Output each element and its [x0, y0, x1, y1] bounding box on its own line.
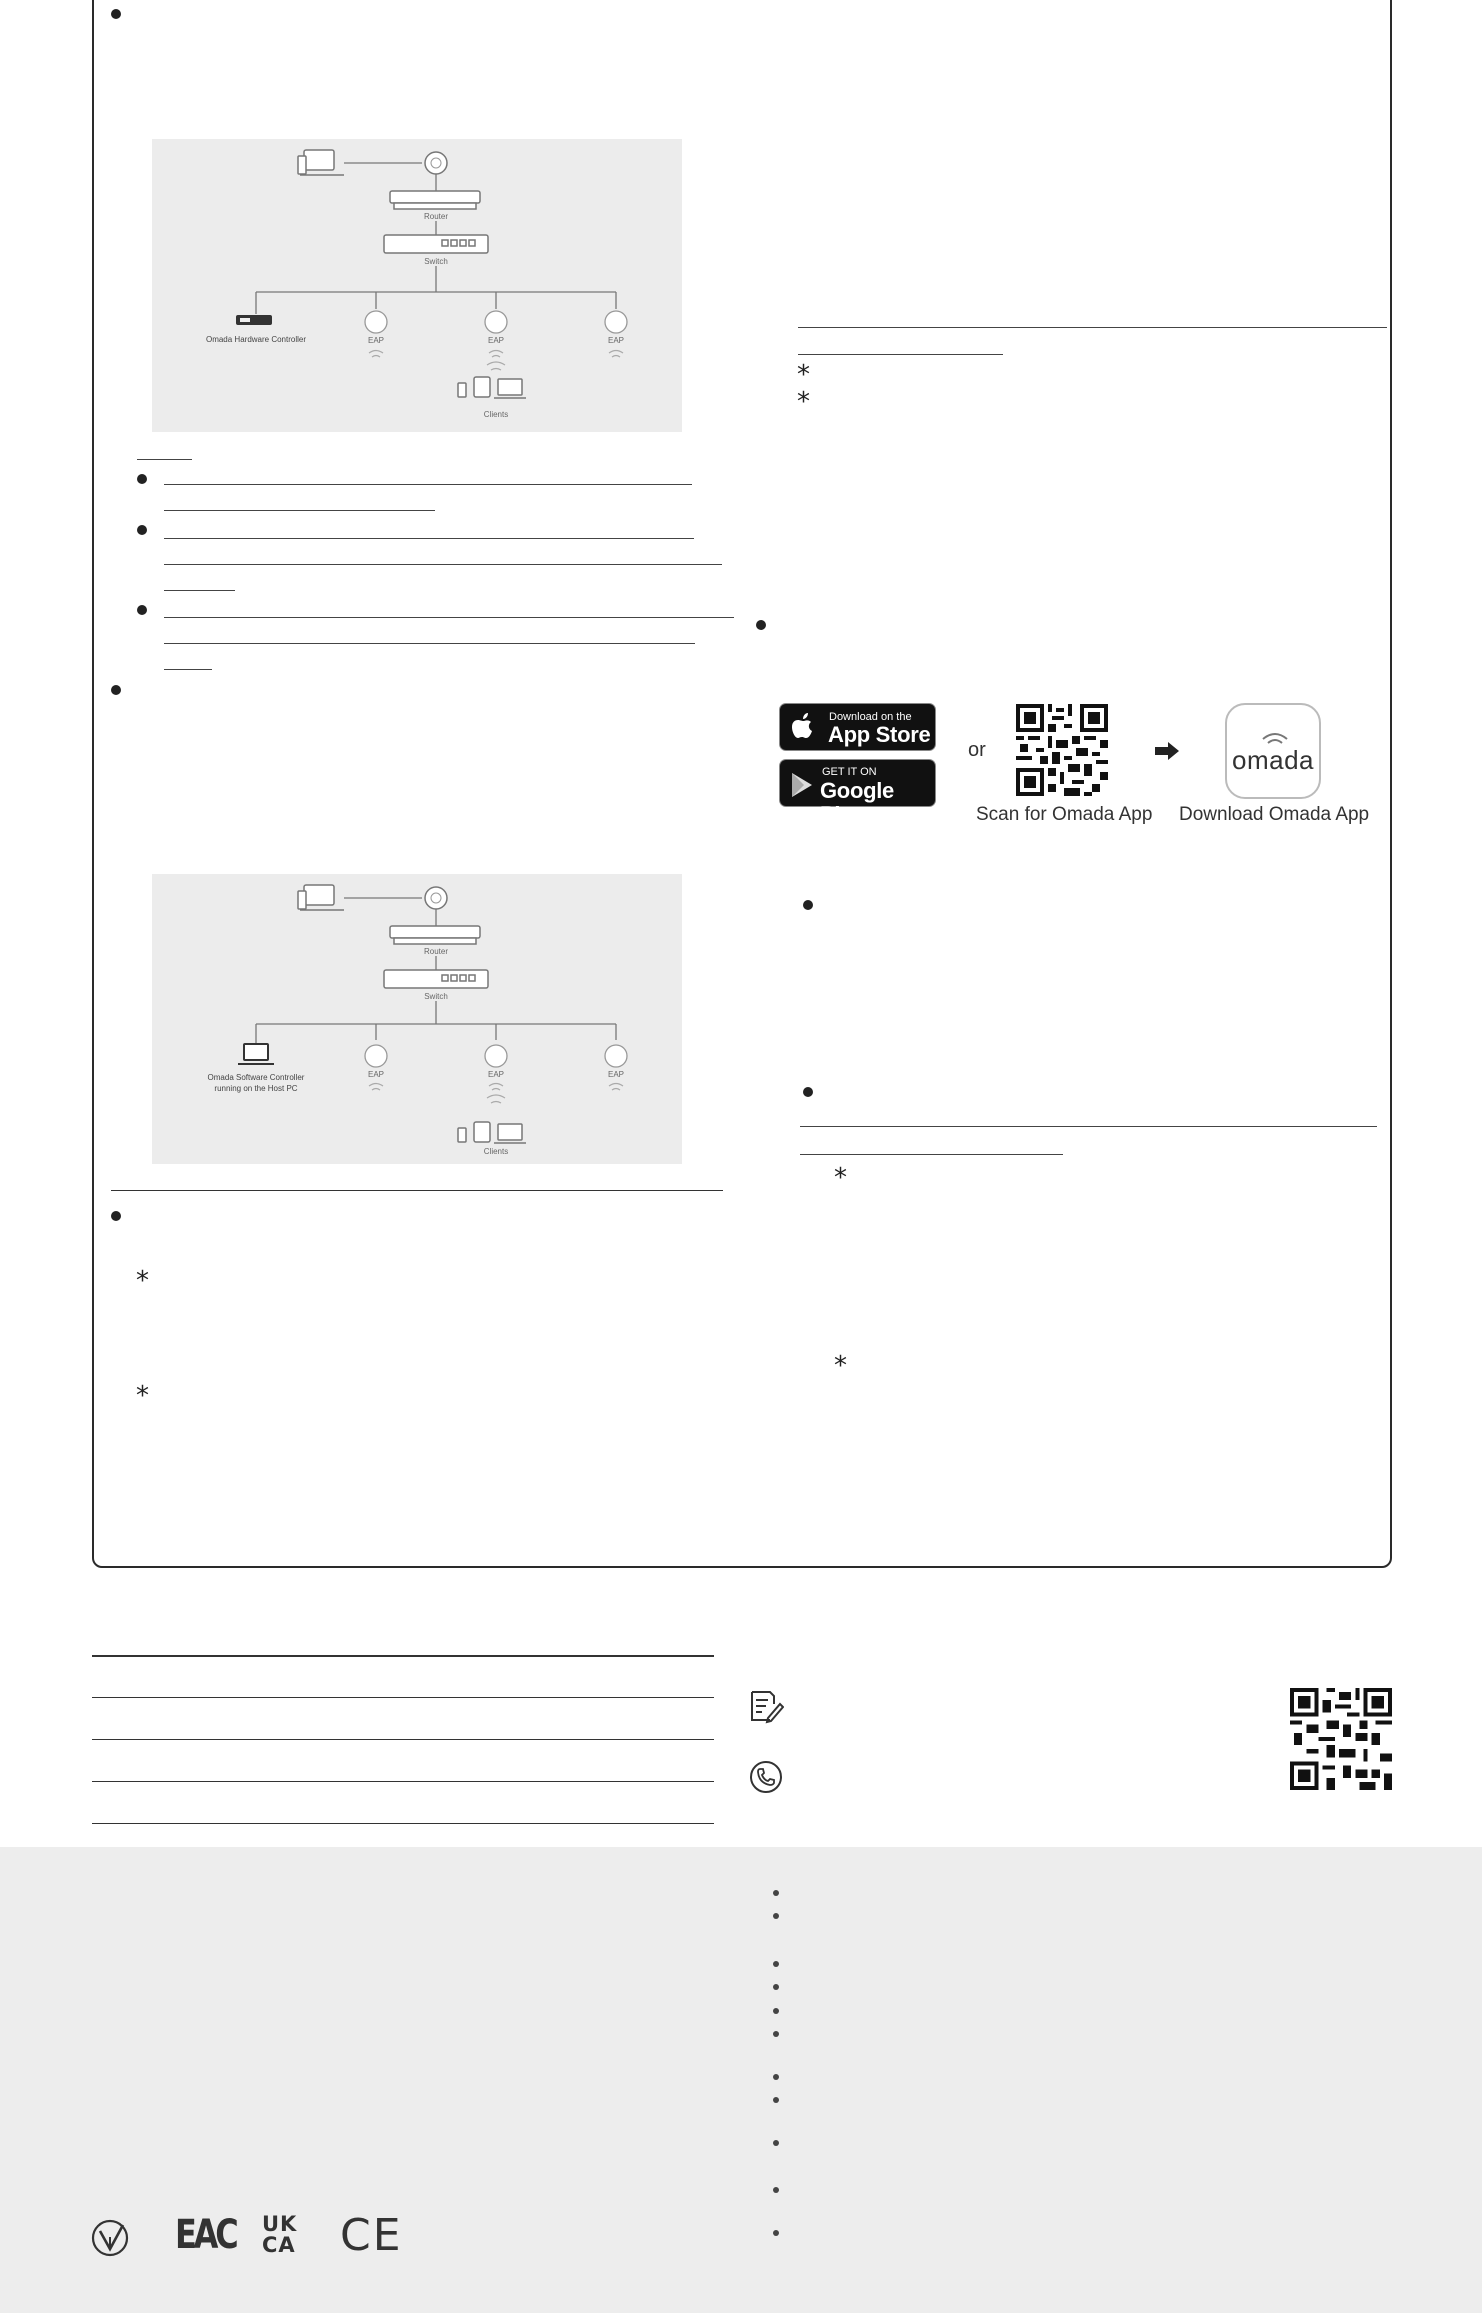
table-rule: [92, 1739, 714, 1740]
bullet: [773, 2230, 779, 2236]
bullet: [137, 605, 147, 615]
underline-link: [164, 590, 235, 591]
underline-link: [164, 538, 694, 539]
eap-label: EAP: [367, 1070, 385, 1079]
table-rule: [92, 1697, 714, 1698]
eap-label: EAP: [487, 336, 505, 345]
eap-icon: [365, 311, 387, 333]
omada-logo-text: omada: [1232, 745, 1314, 775]
table-rule: [92, 1655, 714, 1657]
asterisk-note: *: [834, 1163, 847, 1193]
underline-link: [164, 564, 722, 565]
internet-pc-icon: [298, 150, 344, 175]
software-controller-label: running on the Host PC: [214, 1084, 298, 1093]
bullet: [773, 2140, 779, 2146]
internet-pc-icon: [298, 885, 344, 910]
eap-icon: [605, 1045, 627, 1067]
bullet: [773, 2074, 779, 2080]
table-rule: [92, 1781, 714, 1782]
google-play-icon: [790, 772, 814, 798]
app-store-big-text: App Store: [828, 722, 931, 747]
router-icon: [390, 191, 480, 209]
internet-globe-icon: [425, 152, 447, 174]
router-icon: [390, 926, 480, 944]
asterisk-note: *: [136, 1381, 149, 1411]
bullet: [111, 685, 121, 695]
bullet: [773, 2187, 779, 2193]
eap-label: EAP: [487, 1070, 505, 1079]
bullet: [773, 2031, 779, 2037]
download-caption: Download Omada App: [1179, 804, 1370, 825]
laptop-icon: [238, 1044, 274, 1064]
asterisk-note: *: [797, 360, 810, 390]
app-store-small-text: Download on the: [829, 711, 912, 723]
underline-link: [164, 617, 734, 618]
switch-label: Switch: [424, 257, 448, 266]
ukca-mark: [262, 2214, 297, 2256]
ukca-mark-ca: CA: [262, 2233, 296, 2257]
wifi-icon: [369, 1084, 623, 1104]
ce-mark: CE: [340, 2210, 403, 2261]
app-store-button[interactable]: [779, 703, 936, 751]
software-controller-label: Omada Software Controller: [207, 1073, 305, 1082]
bullet: [756, 620, 766, 630]
qr-code-icon[interactable]: [1290, 1688, 1392, 1790]
underline-link: [798, 354, 1003, 355]
clients-label: Clients: [483, 1147, 509, 1156]
section-divider: [111, 1190, 723, 1191]
eap-label: EAP: [607, 336, 625, 345]
note-rule: [137, 459, 192, 460]
ukrainian-conformity-mark-icon: [90, 2217, 130, 2259]
software-diagram-svg: [152, 874, 682, 1164]
scan-caption: Scan for Omada App: [976, 804, 1153, 825]
bullet: [773, 1984, 779, 1990]
internet-globe-icon: [425, 887, 447, 909]
underline-link: [800, 1126, 1377, 1127]
switch-icon: [384, 235, 488, 253]
hardware-diagram-svg: [152, 139, 682, 432]
bullet: [773, 1913, 779, 1919]
software-controller-diagram: [152, 874, 682, 1164]
bullet: [803, 900, 813, 910]
switch-icon: [384, 970, 488, 988]
eac-mark: EAC: [175, 2212, 236, 2258]
bullet: [773, 2008, 779, 2014]
hardware-controller-diagram: [152, 139, 682, 432]
clients-icon: [458, 1122, 526, 1143]
hardware-controller-label: Omada Hardware Controller: [205, 335, 307, 344]
bullet: [773, 1890, 779, 1896]
phone-icon: [749, 1760, 783, 1794]
google-play-big-text: Google Play: [820, 778, 894, 827]
clients-label: Clients: [483, 410, 509, 419]
eap-label: EAP: [607, 1070, 625, 1079]
right-arrow-icon: [1155, 742, 1179, 760]
google-play-button[interactable]: [779, 759, 936, 827]
clients-icon: [458, 377, 526, 398]
bullet: [773, 1961, 779, 1967]
bullet: [137, 525, 147, 535]
wifi-icon: [369, 351, 623, 371]
switch-label: Switch: [424, 992, 448, 1001]
bullet: [773, 2097, 779, 2103]
eap-icon: [365, 1045, 387, 1067]
bullet: [137, 474, 147, 484]
qr-code-icon[interactable]: [1016, 704, 1108, 796]
underline-link: [800, 1154, 1063, 1155]
bullet: [111, 9, 121, 19]
table-rule: [92, 1823, 714, 1824]
asterisk-note: *: [136, 1266, 149, 1296]
hardware-controller-icon: [236, 315, 272, 325]
apple-icon: [792, 713, 816, 742]
ukca-mark-uk: UK: [262, 2212, 298, 2236]
omada-app-tile[interactable]: [1225, 703, 1321, 799]
eap-icon: [485, 1045, 507, 1067]
eap-icon: [485, 311, 507, 333]
underline-link: [164, 669, 212, 670]
eap-label: EAP: [367, 336, 385, 345]
note-pencil-icon: [748, 1688, 784, 1724]
asterisk-note: *: [797, 387, 810, 417]
google-play-small-text: GET IT ON: [822, 766, 877, 778]
underline-link: [798, 327, 1387, 328]
asterisk-note: *: [834, 1351, 847, 1381]
underline-link: [164, 510, 435, 511]
underline-link: [164, 484, 692, 485]
router-label: Router: [423, 947, 449, 956]
or-text: or: [968, 739, 986, 761]
underline-link: [164, 643, 695, 644]
eap-icon: [605, 311, 627, 333]
router-label: Router: [423, 212, 449, 221]
bullet: [803, 1087, 813, 1097]
bullet: [111, 1211, 121, 1221]
